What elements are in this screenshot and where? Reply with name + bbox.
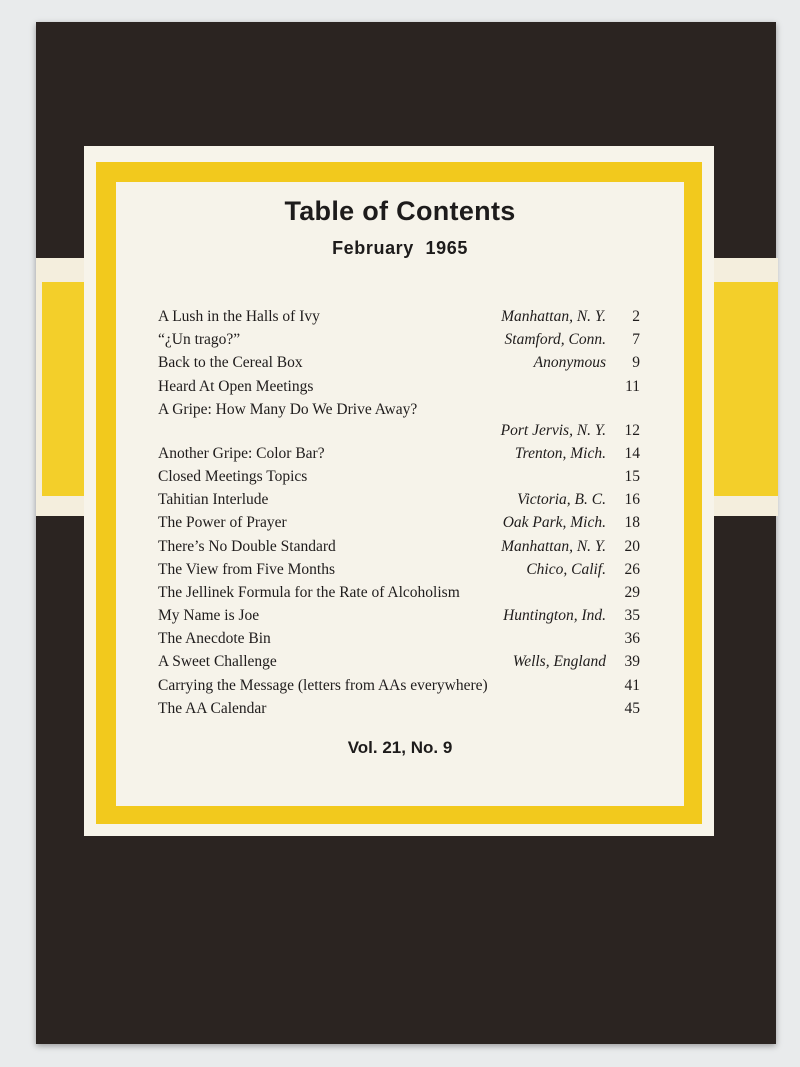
entry-title: The Power of Prayer <box>158 514 287 532</box>
entry-title: Carrying the Message (letters from AAs everywhere) <box>158 676 488 694</box>
entry-title: There’s No Double Standard <box>158 537 336 555</box>
entry-page: 9 <box>632 354 640 372</box>
entry-location: Huntington, Ind. <box>503 607 606 625</box>
entry-page: 45 <box>624 699 640 717</box>
entry-page: 41 <box>624 676 640 694</box>
entry-title: Another Gripe: Color Bar? <box>158 444 325 462</box>
list-item <box>158 538 640 561</box>
entry-title: Tahitian Interlude <box>158 491 269 509</box>
list-item <box>158 630 640 653</box>
entry-page: 20 <box>624 537 640 555</box>
issue-date: February 1965 <box>332 238 468 258</box>
list-item <box>158 653 640 676</box>
entry-title: “¿Un trago?” <box>158 331 241 349</box>
entry-page: 26 <box>624 560 640 578</box>
list-item <box>158 354 640 377</box>
entry-page: 39 <box>624 653 640 671</box>
entry-page: 36 <box>624 630 640 648</box>
list-item <box>158 561 640 584</box>
entry-page: 35 <box>624 607 640 625</box>
entry-location: Oak Park, Mich. <box>502 514 606 532</box>
entry-title: The Jellinek Formula for the Rate of Alcoholism <box>158 583 460 601</box>
entry-location: Trenton, Mich. <box>514 444 606 462</box>
entry-location: Anonymous <box>533 354 606 372</box>
list-item <box>158 401 640 445</box>
entry-title: The Anecdote Bin <box>158 630 271 648</box>
entry-location: Wells, England <box>512 653 606 671</box>
list-item <box>158 584 640 607</box>
entry-title: Heard At Open Meetings <box>158 377 314 395</box>
list-item <box>158 308 640 331</box>
entry-title: A Lush in the Halls of Ivy <box>158 308 320 325</box>
entry-location: Victoria, B. C. <box>517 491 606 509</box>
entry-location: Port Jervis, N. Y. <box>500 421 606 439</box>
entry-page: 18 <box>624 514 640 532</box>
list-item <box>158 700 640 723</box>
entry-page: 12 <box>624 421 640 439</box>
list-item <box>158 607 640 630</box>
entry-page: 2 <box>632 308 640 325</box>
list-item <box>158 468 640 491</box>
entry-location: Manhattan, N. Y. <box>501 308 606 325</box>
list-item <box>158 331 640 354</box>
list-item <box>158 378 640 401</box>
entry-location: Chico, Calif. <box>526 560 606 578</box>
entry-page: 16 <box>624 491 640 509</box>
entry-location: Stamford, Conn. <box>504 331 606 349</box>
contents-list <box>158 308 640 723</box>
entry-title: A Gripe: How Many Do We Drive Away? <box>158 400 418 418</box>
list-item <box>158 514 640 537</box>
volume-number: Vol. 21, No. 9 <box>347 738 453 757</box>
entry-location: Manhattan, N. Y. <box>501 537 606 555</box>
entry-page: 15 <box>624 467 640 485</box>
entry-page: 29 <box>624 583 640 601</box>
entry-page: 14 <box>624 444 640 462</box>
entry-page: 11 <box>625 377 640 395</box>
entry-title: Back to the Cereal Box <box>158 354 303 372</box>
entry-title: A Sweet Challenge <box>158 653 277 671</box>
page-title: Table of Contents <box>284 196 516 226</box>
list-item <box>158 677 640 700</box>
entry-title: Closed Meetings Topics <box>158 467 308 485</box>
entry-title: The View from Five Months <box>158 560 336 578</box>
list-item <box>158 445 640 468</box>
entry-page: 7 <box>632 331 640 349</box>
list-item <box>158 491 640 514</box>
entry-title: The AA Calendar <box>158 699 267 717</box>
entry-title: My Name is Joe <box>158 607 260 625</box>
